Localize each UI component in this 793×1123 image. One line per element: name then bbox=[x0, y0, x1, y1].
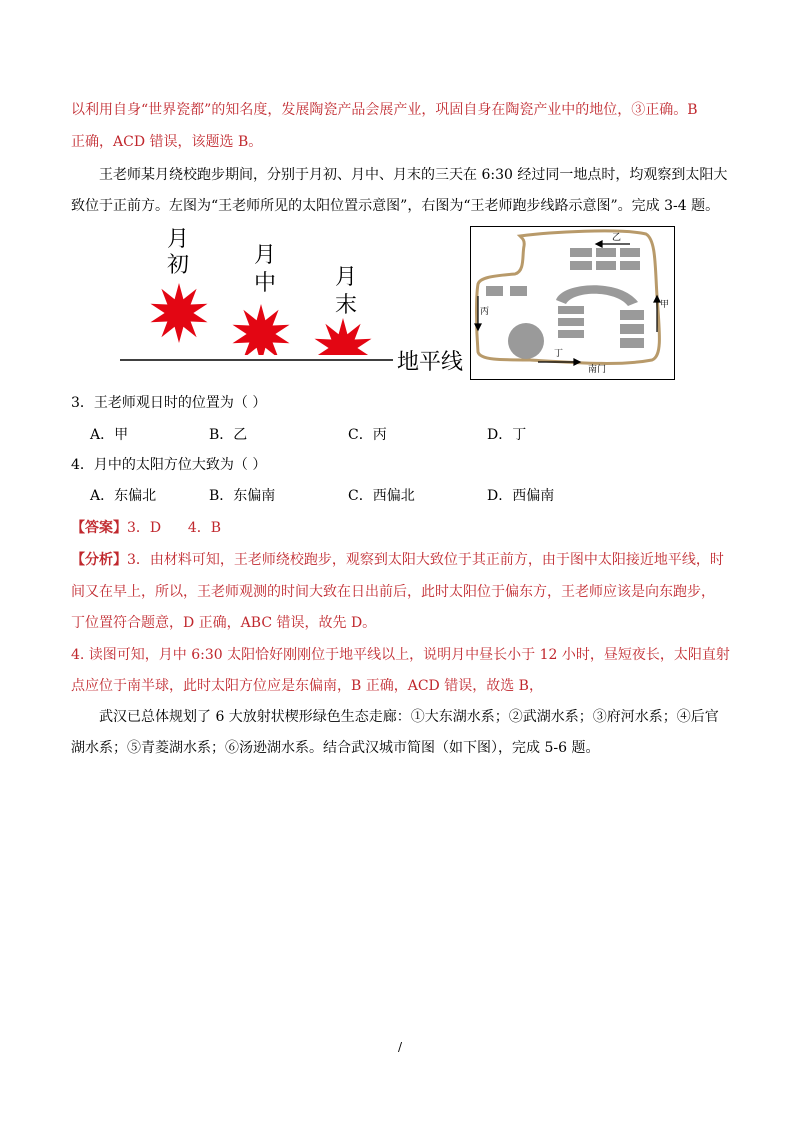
q4-option-c[interactable]: C．西偏北 bbox=[348, 488, 415, 504]
answer-tag: 【答案】 bbox=[71, 520, 127, 536]
q3-option-a[interactable]: A．甲 bbox=[90, 427, 129, 443]
running-route-map bbox=[470, 226, 675, 380]
label-month-begin-1: 月 bbox=[167, 227, 190, 252]
label-month-end-1: 月 bbox=[335, 265, 358, 290]
answer-text: 3．D 4．B bbox=[127, 520, 222, 536]
q3-stem: 3．王老师观日时的位置为（ ） bbox=[71, 395, 267, 411]
analysis-line-1 bbox=[71, 550, 724, 570]
sun-position-figure bbox=[115, 220, 470, 380]
sun-month-begin bbox=[151, 283, 208, 343]
label-bing: 丙 bbox=[480, 307, 490, 317]
label-month-begin-2: 初 bbox=[167, 253, 190, 278]
q3-option-b[interactable]: B．乙 bbox=[209, 427, 248, 443]
label-month-mid-1: 月 bbox=[254, 243, 277, 268]
label-jia: 甲 bbox=[660, 300, 670, 310]
q4-option-a[interactable]: A．东偏北 bbox=[90, 488, 157, 504]
label-month-end-2: 末 bbox=[335, 293, 358, 318]
prev-answer-line-1: 以利用自身“世界瓷都”的知名度，发展陶瓷产品会展产业，巩固自身在陶瓷产业中的地位，③正确。B bbox=[71, 102, 698, 118]
q4-stem: 4．月中的太阳方位大致为（ ） bbox=[71, 457, 267, 473]
page-number: / bbox=[398, 1040, 403, 1054]
next-intro-line-1: 武汉已总体规划了 6 大放射状楔形绿色生态走廊：①大东湖水系；②武湖水系；③府河水系；④后官 bbox=[99, 709, 719, 725]
label-month-mid-2: 中 bbox=[254, 271, 277, 296]
next-intro-line-2: 湖水系；⑤青菱湖水系；⑥汤逊湖水系。结合武汉城市简图（如下图），完成 5-6 题。 bbox=[71, 740, 600, 756]
label-yi: 乙 bbox=[612, 233, 622, 243]
q4-option-b[interactable]: B．东偏南 bbox=[209, 488, 276, 504]
label-south-gate: 南门 bbox=[588, 365, 607, 375]
intro-line-1: 王老师某月绕校跑步期间，分别于月初、月中、月末的三天在 6:30 经过同一地点时，均观察到太阳大 bbox=[99, 167, 728, 183]
analysis-line-3: 丁位置符合题意，D 正确，ABC 错误，故先 D。 bbox=[71, 615, 377, 631]
analysis-line-5: 点应位于南半球，此时太阳方位应是东偏南，B 正确，ACD 错误，故选 B， bbox=[71, 678, 543, 694]
analysis-line-4: 4. 读图可知，月中 6:30 太阳恰好刚刚位于地平线以上，说明月中昼长小于 12 小时，昼短夜长，太阳直射 bbox=[71, 647, 730, 663]
analysis-text-1: 3．由材料可知，王老师绕校跑步，观察到太阳大致位于其正前方，由于图中太阳接近地平线，时 bbox=[127, 552, 724, 568]
prev-answer-line-2: 正确，ACD 错误，该题选 B。 bbox=[71, 134, 263, 150]
intro-line-2: 致位于正前方。左图为“王老师所见的太阳位置示意图”，右图为“王老师跑步线路示意图”。完成 3-4 题。 bbox=[71, 198, 720, 214]
horizon-label: 地平线 bbox=[397, 350, 464, 375]
label-ding: 丁 bbox=[554, 349, 564, 359]
answer-line bbox=[71, 518, 221, 538]
q4-option-d[interactable]: D．西偏南 bbox=[487, 488, 555, 504]
q3-option-c[interactable]: C．丙 bbox=[348, 427, 387, 443]
analysis-tag: 【分析】 bbox=[71, 552, 127, 568]
analysis-line-2: 间又在早上，所以，王老师观测的时间大致在日出前后，此时太阳位于偏东方，王老师应该是向东跑步， bbox=[71, 584, 715, 600]
q3-option-d[interactable]: D．丁 bbox=[487, 427, 527, 443]
